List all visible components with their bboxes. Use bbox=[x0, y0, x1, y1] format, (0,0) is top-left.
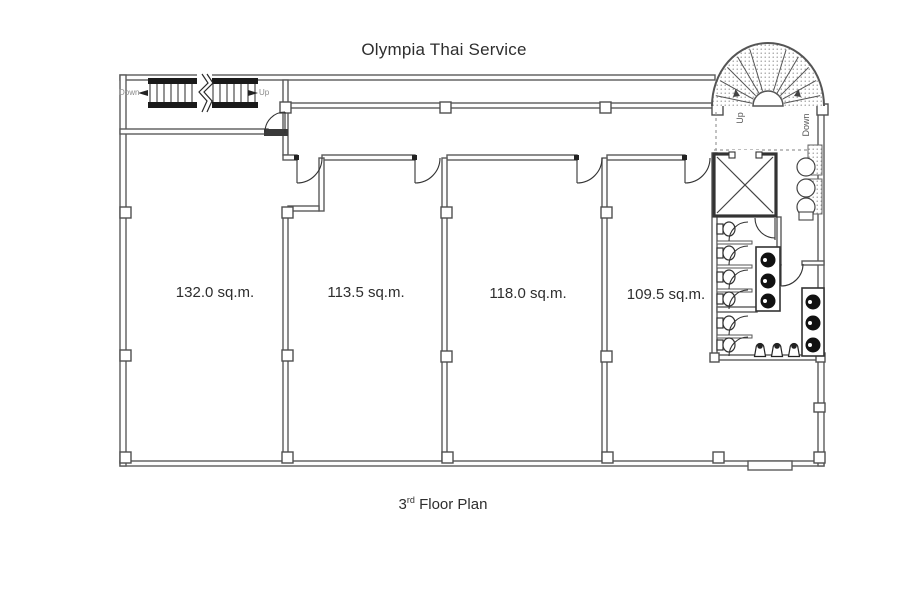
stair-up-label: Up bbox=[259, 88, 270, 97]
column bbox=[600, 102, 611, 113]
urinal-icon bbox=[755, 344, 766, 357]
column bbox=[601, 351, 612, 362]
wall bbox=[322, 155, 415, 160]
floor-text: Floor Plan bbox=[414, 496, 488, 513]
elevator-x-icon bbox=[714, 150, 776, 216]
toilet-icon bbox=[717, 316, 735, 330]
floor-suffix: rd bbox=[406, 495, 415, 505]
stall-divider bbox=[717, 241, 752, 244]
column bbox=[282, 350, 293, 361]
floor-plan-caption bbox=[343, 495, 543, 513]
door-arc bbox=[755, 218, 775, 238]
column bbox=[120, 207, 131, 218]
wall bbox=[283, 103, 717, 108]
door-threshold bbox=[264, 129, 288, 136]
stall-divider bbox=[717, 265, 752, 268]
column bbox=[282, 207, 293, 218]
stair-down-label: Down bbox=[119, 88, 140, 97]
toilet-icon bbox=[717, 222, 735, 236]
plan-title: Olympia Thai Service bbox=[361, 40, 527, 59]
column bbox=[601, 207, 612, 218]
landing-down-label: Down bbox=[801, 113, 811, 137]
door-arc bbox=[297, 158, 322, 183]
wall bbox=[319, 158, 324, 211]
interior-walls bbox=[120, 80, 824, 461]
room-area-label-4: 109.5 sq.m. bbox=[626, 286, 706, 303]
column bbox=[441, 351, 452, 362]
door-arc bbox=[415, 158, 440, 183]
wall bbox=[717, 307, 757, 312]
door-hinge bbox=[682, 155, 687, 160]
door-arc bbox=[685, 158, 710, 183]
urinals bbox=[755, 344, 800, 357]
stair-jamb bbox=[799, 212, 813, 220]
room-area-label-3: 118.0 sq.m. bbox=[489, 285, 567, 302]
wall-notch bbox=[748, 461, 792, 470]
door-arc bbox=[781, 264, 803, 286]
elevator-door-jamb bbox=[756, 152, 762, 158]
toilet-icon bbox=[717, 246, 735, 260]
winder-tread bbox=[797, 158, 815, 176]
winder-tread bbox=[797, 179, 815, 197]
column bbox=[282, 452, 293, 463]
column bbox=[441, 207, 452, 218]
floor-number: 3 bbox=[398, 496, 407, 513]
wall bbox=[120, 129, 268, 134]
room-divider-wall bbox=[442, 158, 447, 461]
column bbox=[710, 353, 719, 362]
column bbox=[814, 403, 825, 412]
column bbox=[120, 452, 131, 463]
door-hinge bbox=[412, 155, 417, 160]
column bbox=[280, 102, 291, 113]
wall bbox=[607, 155, 685, 160]
landing-up-label: Up bbox=[735, 112, 745, 124]
door-hinge bbox=[574, 155, 579, 160]
wall bbox=[802, 261, 824, 265]
straight-stair-icon bbox=[138, 74, 258, 112]
elevator-door-jamb bbox=[729, 152, 735, 158]
urinal-icon bbox=[772, 344, 783, 357]
stair-direction-arrow bbox=[248, 90, 258, 96]
column bbox=[814, 452, 825, 463]
toilet-icon bbox=[717, 270, 735, 284]
room-divider-wall bbox=[602, 158, 607, 461]
door-hinge bbox=[294, 155, 299, 160]
room-divider-wall bbox=[283, 211, 288, 461]
spiral-stair-icon bbox=[712, 43, 824, 106]
room-area-label-2: 113.5 sq.m. bbox=[327, 284, 405, 301]
stair-direction-arrow bbox=[138, 90, 148, 96]
urinal-icon bbox=[789, 344, 800, 357]
door-arc bbox=[577, 158, 602, 183]
column bbox=[440, 102, 451, 113]
wall bbox=[447, 155, 577, 160]
column bbox=[442, 452, 453, 463]
down-stair-strip bbox=[797, 145, 822, 220]
column bbox=[120, 350, 131, 361]
room-area-label-1: 132.0 sq.m. bbox=[175, 284, 255, 301]
column bbox=[602, 452, 613, 463]
column bbox=[713, 452, 724, 463]
